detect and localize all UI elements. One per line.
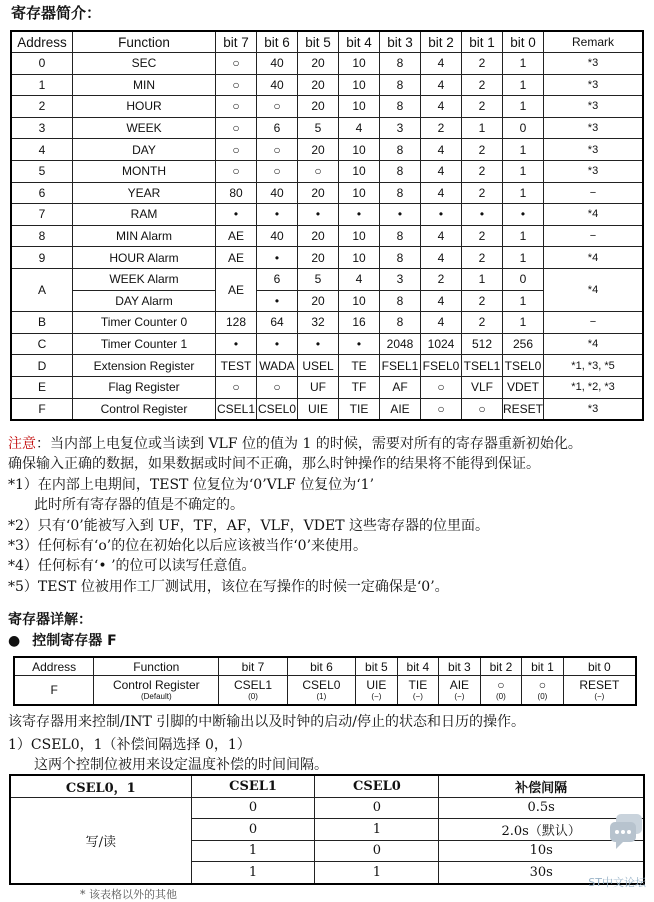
table-cell: 8: [380, 290, 421, 312]
table-cell: •: [257, 290, 298, 312]
table-cell: 1: [191, 840, 315, 862]
table-cell: 2: [462, 96, 503, 118]
header-cell: bit 6: [287, 657, 355, 676]
table-cell: 20: [298, 247, 339, 269]
table-cell: 8: [380, 225, 421, 247]
table-cell: ○: [216, 160, 257, 182]
table-cell: 40: [257, 53, 298, 75]
table-cell: 2: [462, 53, 503, 75]
table-cell: 5: [298, 268, 339, 290]
table-cell: 1: [503, 96, 544, 118]
table-cell: AE: [216, 268, 257, 311]
header-cell: CSEL1: [191, 775, 315, 797]
table-cell: AE: [216, 247, 257, 269]
table-cell: 8: [380, 53, 421, 75]
header-cell: bit 1: [462, 31, 503, 53]
table-cell: 2: [421, 268, 462, 290]
table-cell: 1: [503, 312, 544, 334]
bit-cell: [356, 676, 398, 706]
table-cell: RAM: [73, 204, 216, 226]
header-cell: Remark: [544, 31, 643, 53]
table-cell: CSEL0: [257, 398, 298, 420]
table-cell: 256: [503, 333, 544, 355]
table-cell: 6: [257, 268, 298, 290]
table-cell: 7: [11, 204, 73, 226]
table-cell: 128: [216, 312, 257, 334]
notes-block: [8, 434, 648, 597]
table-cell: 1: [503, 74, 544, 96]
table-cell: RESET: [503, 398, 544, 420]
table-cell: *4: [544, 333, 643, 355]
table-cell: AIE: [380, 398, 421, 420]
table-cell: 10: [339, 247, 380, 269]
function-label: Control Register: [112, 677, 200, 692]
control-table-row: [14, 676, 636, 706]
table-cell: AE: [216, 225, 257, 247]
table-cell: 1: [191, 862, 315, 884]
table-cell: 10: [339, 182, 380, 204]
table-cell: 4: [421, 160, 462, 182]
header-cell: bit 5: [298, 31, 339, 53]
table-cell: 4: [421, 290, 462, 312]
table-cell: 8: [380, 96, 421, 118]
table-cell: 64: [257, 312, 298, 334]
table-cell: CSEL1: [216, 398, 257, 420]
header-cell: CSEL0: [315, 775, 439, 797]
table-cell: 5: [11, 160, 73, 182]
table-cell: VDET: [503, 376, 544, 398]
note-4: *4）任何标有‘• ’的位可以读写任意值。: [8, 558, 256, 575]
table-cell: 2: [462, 225, 503, 247]
table-row: [11, 160, 643, 182]
table-row: [11, 398, 643, 420]
table-cell: 4: [339, 268, 380, 290]
header-cell: Function: [94, 657, 219, 676]
table-row: [11, 312, 643, 334]
table-cell: 4: [339, 117, 380, 139]
table-cell: YEAR: [73, 182, 216, 204]
table-cell: 1: [503, 139, 544, 161]
table-row: [11, 182, 643, 204]
table-cell: AF: [380, 376, 421, 398]
table-cell: MONTH: [73, 160, 216, 182]
table-cell: 8: [380, 160, 421, 182]
table-cell: ○: [216, 117, 257, 139]
table-cell: WEEK: [73, 117, 216, 139]
table-cell: 20: [298, 225, 339, 247]
chat-bubble-icon: [608, 812, 644, 850]
bit-default: (−): [371, 691, 382, 701]
bit-name: ○: [538, 677, 547, 692]
table-cell: WEEK Alarm: [73, 268, 216, 290]
header-cell: bit 1: [522, 657, 564, 676]
table-cell: DAY Alarm: [73, 290, 216, 312]
table-cell: TF: [339, 376, 380, 398]
attention-line: [8, 434, 648, 454]
bit-cell: [397, 676, 439, 706]
table-cell: TEST: [216, 355, 257, 377]
table-cell: 1: [503, 160, 544, 182]
table-cell: 8: [11, 225, 73, 247]
table-cell: ○: [257, 376, 298, 398]
table-cell: 1: [462, 268, 503, 290]
table-row: [11, 225, 643, 247]
table-cell: ○: [462, 398, 503, 420]
table-cell: 1: [315, 819, 439, 841]
bit-name: CSEL0: [302, 677, 341, 692]
table-row: [11, 268, 643, 290]
table-cell: 20: [298, 53, 339, 75]
table-cell: 16: [339, 312, 380, 334]
table-cell: 0: [315, 797, 439, 819]
table-row: [11, 376, 643, 398]
header-cell: bit 2: [480, 657, 522, 676]
table-cell: 512: [462, 333, 503, 355]
interval-table: [9, 774, 645, 885]
table-cell: *3: [544, 398, 643, 420]
bit-cell: [439, 676, 481, 706]
table-cell: 2: [462, 290, 503, 312]
table-cell: MIN Alarm: [73, 225, 216, 247]
bit-name: AIE: [449, 677, 470, 692]
table-cell: •: [298, 333, 339, 355]
bit-default: (−): [594, 691, 605, 701]
control-register-heading: [8, 630, 117, 650]
bit-default: (−): [412, 691, 423, 701]
table-cell: 80: [216, 182, 257, 204]
table-cell: 1024: [421, 333, 462, 355]
register-table-header: [11, 31, 643, 53]
control-table-header: [14, 657, 636, 676]
header-cell: CSEL0，1: [10, 775, 191, 797]
rw-cell: 写/读: [10, 797, 191, 884]
table-cell: *3: [544, 117, 643, 139]
table-cell: •: [216, 204, 257, 226]
page-title: 寄存器简介：: [11, 4, 102, 22]
table-cell: 4: [421, 53, 462, 75]
table-cell: 4: [421, 225, 462, 247]
table-cell: HOUR: [73, 96, 216, 118]
table-cell: UF: [298, 376, 339, 398]
detail-heading: 寄存器详解：: [8, 612, 92, 628]
bit-name: RESET: [579, 677, 620, 692]
table-cell: 1: [503, 225, 544, 247]
bit-cell: [287, 676, 355, 706]
table-cell: 2: [421, 117, 462, 139]
table-cell: •: [257, 333, 298, 355]
table-cell: TSEL0: [503, 355, 544, 377]
table-cell: FSEL0: [421, 355, 462, 377]
header-cell: bit 6: [257, 31, 298, 53]
table-row: [11, 96, 643, 118]
table-cell: ○: [257, 96, 298, 118]
table-cell: Flag Register: [73, 376, 216, 398]
table-cell: 4: [421, 96, 462, 118]
watermark-text: ST中文论坛: [588, 876, 646, 889]
table-row: [11, 74, 643, 96]
table-cell: 4: [11, 139, 73, 161]
table-cell: 2: [462, 74, 503, 96]
table-cell: Extension Register: [73, 355, 216, 377]
table-cell: MIN: [73, 74, 216, 96]
table-row: [11, 53, 643, 75]
table-cell: SEC: [73, 53, 216, 75]
table-cell: −: [544, 225, 643, 247]
table-cell: •: [421, 204, 462, 226]
table-cell: 8: [380, 74, 421, 96]
table-cell: 40: [257, 182, 298, 204]
table-cell: TIE: [339, 398, 380, 420]
table-cell: 3: [380, 117, 421, 139]
table-cell: 32: [298, 312, 339, 334]
table-cell: •: [257, 247, 298, 269]
table-cell: 2: [462, 182, 503, 204]
address-cell: F: [14, 676, 94, 706]
table-cell: ○: [421, 398, 462, 420]
table-cell: 40: [257, 225, 298, 247]
table-cell: *3: [544, 96, 643, 118]
note-1b: 此时所有寄存器的值是不确定的。: [34, 497, 244, 514]
header-cell: bit 2: [421, 31, 462, 53]
table-cell: 10: [339, 139, 380, 161]
table-cell: TE: [339, 355, 380, 377]
table-cell: VLF: [462, 376, 503, 398]
bit-name: UIE: [366, 677, 387, 692]
table-cell: 0: [191, 797, 315, 819]
table-cell: 8: [380, 182, 421, 204]
table-cell: •: [339, 204, 380, 226]
header-cell: Address: [11, 31, 73, 53]
table-cell: 10: [339, 74, 380, 96]
table-cell: 1: [503, 290, 544, 312]
bit-name: TIE: [408, 677, 428, 692]
bit-default: (−): [454, 691, 465, 701]
table-cell: C: [11, 333, 73, 355]
table-cell: ○: [216, 96, 257, 118]
table-cell: *3: [544, 139, 643, 161]
header-cell: bit 0: [563, 657, 636, 676]
note-5: *5）TEST 位被用作工厂测试用，该位在写操作的时候一定确保是‘0’。: [8, 578, 449, 595]
table-cell: 1: [503, 247, 544, 269]
control-register-title: 控制寄存器 F: [32, 633, 117, 649]
table-row: [11, 204, 643, 226]
control-register-description: 该寄存器用来控制/INT 引脚的中断输出以及时钟的启动/停止的状态和日历的操作。: [8, 714, 525, 730]
note-2: *2）只有‘0’能被写入到 UF，TF，AF，VLF，VDET 这些寄存器的位里面。: [8, 517, 490, 534]
function-cell: [94, 676, 219, 706]
bit-cell: [563, 676, 636, 706]
table-cell: •: [257, 204, 298, 226]
header-cell: bit 4: [339, 31, 380, 53]
table-cell: 9: [11, 247, 73, 269]
table-cell: E: [11, 376, 73, 398]
table-cell: 20: [298, 96, 339, 118]
table-cell: 10: [339, 96, 380, 118]
table-cell: 0: [11, 53, 73, 75]
header-cell: bit 3: [380, 31, 421, 53]
table-cell: *4: [544, 204, 643, 226]
table-cell: B: [11, 312, 73, 334]
header-cell: bit 4: [397, 657, 439, 676]
table-cell: 2: [462, 312, 503, 334]
table-cell: *3: [544, 160, 643, 182]
table-cell: FSEL1: [380, 355, 421, 377]
table-cell: ○: [216, 376, 257, 398]
table-row: [11, 139, 643, 161]
table-row: [11, 117, 643, 139]
table-cell: •: [380, 204, 421, 226]
table-cell: 20: [298, 290, 339, 312]
bullet-icon: ●: [8, 633, 21, 649]
table-cell: −: [544, 312, 643, 334]
table-cell: 2: [462, 160, 503, 182]
bit-name: CSEL1: [233, 677, 273, 692]
table-cell: −: [544, 182, 643, 204]
table-cell: *3: [544, 74, 643, 96]
bit-name: ○: [497, 677, 505, 692]
table-cell: 6: [11, 182, 73, 204]
table-cell: F: [11, 398, 73, 420]
bit-default: (0): [248, 691, 258, 701]
table-cell: 20: [298, 139, 339, 161]
note-3: *3）任何标有‘o’的位在初始化以后应该被当作‘0’来使用。: [8, 538, 368, 555]
table-cell: *1, *2, *3: [544, 376, 643, 398]
bit-default: (1): [316, 691, 327, 701]
table-cell: Timer Counter 0: [73, 312, 216, 334]
header-cell: 补偿间隔: [439, 775, 644, 797]
table-row: [11, 247, 643, 269]
table-cell: 2: [11, 96, 73, 118]
header-cell: bit 7: [219, 657, 287, 676]
table-cell: 20: [298, 182, 339, 204]
table-cell: 4: [421, 312, 462, 334]
table-cell: Timer Counter 1: [73, 333, 216, 355]
bottom-cut-text: * 该表格以外的其他: [80, 888, 177, 901]
table-cell: ○: [216, 139, 257, 161]
header-cell: bit 5: [356, 657, 398, 676]
table-cell: 2: [462, 247, 503, 269]
table-cell: 2.0s（默认）: [439, 819, 644, 841]
table-cell: 0: [315, 840, 439, 862]
header-cell: Function: [73, 31, 216, 53]
table-cell: 0: [191, 819, 315, 841]
table-cell: *4: [544, 247, 643, 269]
table-cell: 8: [380, 247, 421, 269]
interval-table-header: [10, 775, 644, 797]
table-cell: 5: [298, 117, 339, 139]
table-cell: ○: [216, 53, 257, 75]
table-cell: •: [503, 204, 544, 226]
table-cell: ○: [216, 74, 257, 96]
table-cell: *3: [544, 53, 643, 75]
table-cell: 1: [503, 182, 544, 204]
table-cell: Control Register: [73, 398, 216, 420]
table-cell: 4: [421, 139, 462, 161]
table-cell: 0: [503, 117, 544, 139]
table-cell: 4: [421, 247, 462, 269]
table-cell: 0: [503, 268, 544, 290]
table-cell: 20: [298, 74, 339, 96]
table-cell: 10: [339, 225, 380, 247]
attention-label: 注意: [8, 436, 36, 452]
bit-cell: [480, 676, 522, 706]
table-cell: UIE: [298, 398, 339, 420]
note-1: *1）在内部上电期间，TEST 位复位为‘0’VLF 位复位为‘1’: [8, 476, 375, 493]
table-cell: •: [339, 333, 380, 355]
control-register-table: [13, 656, 637, 706]
table-cell: 6: [257, 117, 298, 139]
table-cell: *1, *3, *5: [544, 355, 643, 377]
table-cell: 1: [11, 74, 73, 96]
header-cell: bit 3: [439, 657, 481, 676]
table-cell: *4: [544, 268, 643, 311]
table-cell: 3: [11, 117, 73, 139]
csel-heading: 1）CSEL0，1（补偿间隔选择 0，1）: [8, 737, 251, 753]
table-cell: USEL: [298, 355, 339, 377]
table-cell: WADA: [257, 355, 298, 377]
table-cell: 2048: [380, 333, 421, 355]
note-line: 确保输入正确的数据，如果数据或时间不正确，那么时钟操作的结果将不能得到保证。: [8, 456, 540, 473]
table-cell: ○: [257, 139, 298, 161]
table-cell: A: [11, 268, 73, 311]
table-cell: 4: [421, 74, 462, 96]
table-cell: 0.5s: [439, 797, 644, 819]
table-cell: ○: [421, 376, 462, 398]
table-cell: •: [216, 333, 257, 355]
table-cell: 8: [380, 139, 421, 161]
register-table: [10, 30, 644, 421]
table-cell: 1: [503, 53, 544, 75]
table-cell: 10: [339, 290, 380, 312]
table-cell: 1: [315, 862, 439, 884]
table-cell: 8: [380, 312, 421, 334]
table-row: [11, 355, 643, 377]
table-row: [10, 797, 644, 819]
table-cell: 10: [339, 160, 380, 182]
function-default: (Default): [140, 691, 172, 701]
table-cell: •: [298, 204, 339, 226]
table-cell: 10: [339, 53, 380, 75]
table-cell: 30s: [439, 862, 644, 884]
table-cell: ○: [257, 160, 298, 182]
table-cell: 40: [257, 74, 298, 96]
table-cell: TSEL1: [462, 355, 503, 377]
table-cell: 4: [421, 182, 462, 204]
header-cell: bit 0: [503, 31, 544, 53]
header-cell: Address: [14, 657, 94, 676]
table-cell: D: [11, 355, 73, 377]
csel-description: 这两个控制位被用来设定温度补偿的时间间隔。: [34, 757, 328, 773]
table-row: [11, 333, 643, 355]
table-cell: 2: [462, 139, 503, 161]
bit-cell: [219, 676, 287, 706]
table-cell: 3: [380, 268, 421, 290]
bit-default: (0): [496, 691, 506, 701]
attention-text: ：当内部上电复位或当读到 VLF 位的值为 1 的时候，需要对所有的寄存器重新初始化。: [36, 436, 582, 452]
table-cell: 1: [462, 117, 503, 139]
table-cell: DAY: [73, 139, 216, 161]
header-cell: bit 7: [216, 31, 257, 53]
bit-default: (0): [537, 691, 548, 701]
table-cell: ○: [298, 160, 339, 182]
table-cell: •: [462, 204, 503, 226]
bit-cell: [522, 676, 564, 706]
table-cell: HOUR Alarm: [73, 247, 216, 269]
table-cell: 10s: [439, 840, 644, 862]
